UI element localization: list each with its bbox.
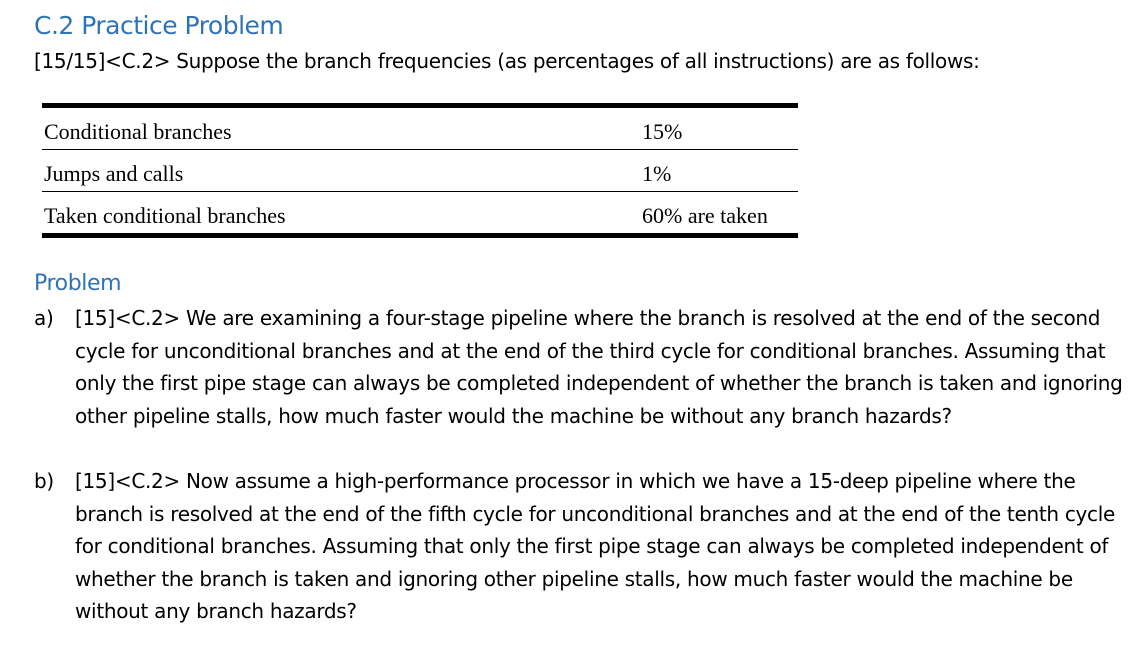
branch-frequency-table	[42, 103, 798, 238]
row-value: 1%	[642, 161, 672, 186]
page-title: C.2 Practice Problem	[34, 11, 284, 40]
row-label: Jumps and calls	[44, 161, 184, 186]
table-row	[42, 150, 798, 191]
row-label: Conditional branches	[44, 119, 232, 144]
item-text: [15]<C.2> Now assume a high-performance processor in which we have a 15-deep pipeline where the branch is resolved at the end of the fifth cycle for unconditional branches and at the end of the tenth cycle for conditional branches. Assuming that only the first pipe stage can always be completed independent of whether the branch is taken and ignoring other pipeline stalls, how much faster would the machine be without any branch hazards?	[75, 469, 1116, 624]
row-value: 60% are taken	[642, 203, 768, 228]
problem-item-b	[34, 465, 1124, 628]
table-bottom-rule	[42, 233, 798, 238]
item-marker: b)	[34, 469, 54, 493]
intro-text: [15/15]<C.2> Suppose the branch frequencies (as percentages of all instructions) are as follows:	[34, 49, 980, 73]
item-marker: a)	[34, 306, 54, 330]
table-row	[42, 192, 798, 233]
row-value: 15%	[642, 119, 683, 144]
item-text: [15]<C.2> We are examining a four-stage pipeline where the branch is resolved at the end of the second cycle for unconditional branches and at the end of the third cycle for conditional branches. Assuming that only the first pipe stage can always be completed independent of whether the branch is taken and ignoring other pipeline stalls, how much faster would the machine be without any branch hazards?	[75, 306, 1123, 428]
row-label: Taken conditional branches	[44, 203, 286, 228]
problem-item-a	[34, 302, 1124, 432]
table-row	[42, 108, 798, 149]
problem-heading: Problem	[34, 271, 122, 296]
